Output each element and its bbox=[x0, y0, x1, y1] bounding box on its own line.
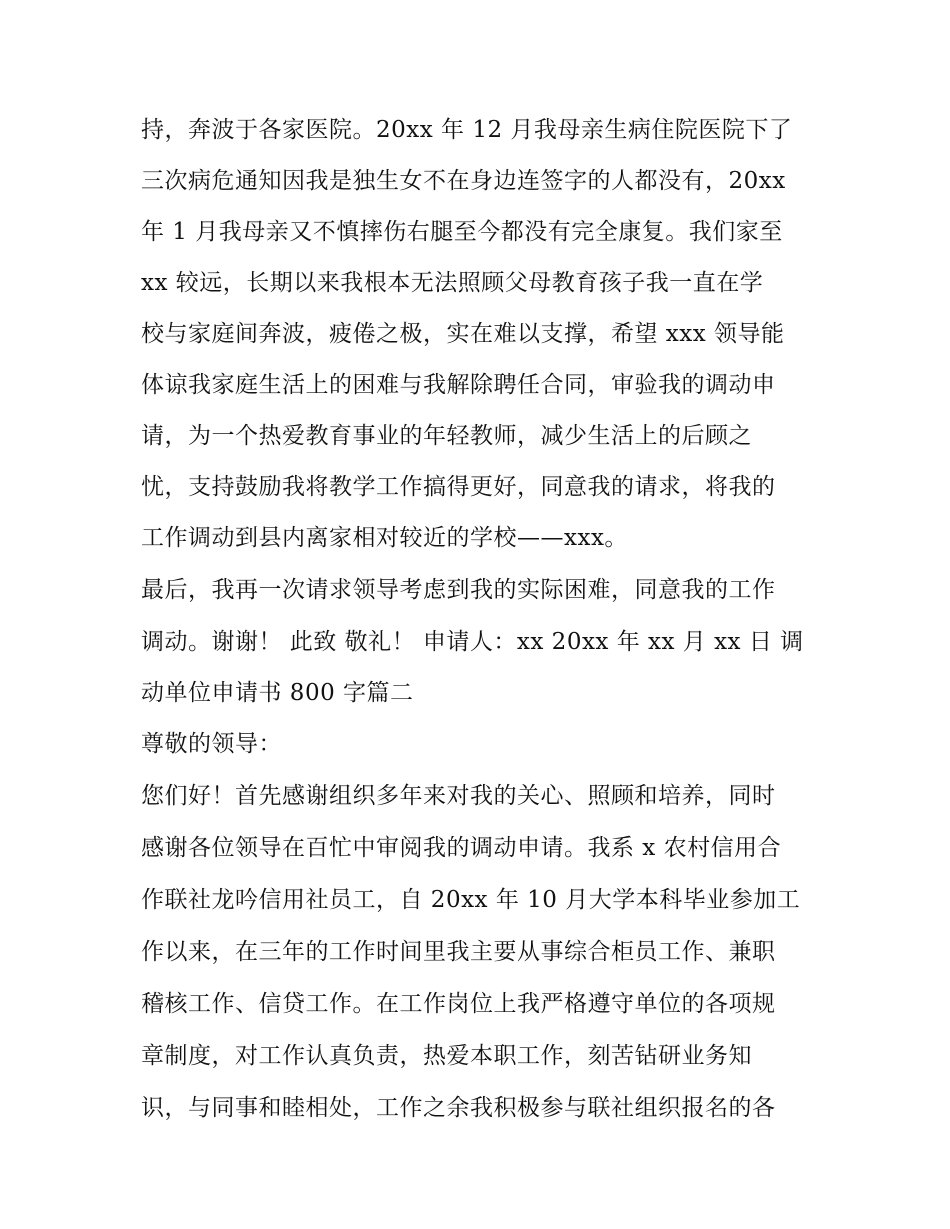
paragraph-start-line: 最后，我再一次请求领导考虑到我的实际困难，同意我的工作 bbox=[141, 577, 776, 603]
text-line: 请，为一个热爱教育事业的年轻教师，减少生活上的后顾之 bbox=[141, 423, 752, 449]
section-heading: 动单位申请书 800 字篇二 bbox=[141, 680, 414, 706]
text-line: 持，奔波于各家医院。20xx 年 12 月我母亲生病住院医院下了 bbox=[141, 117, 793, 143]
text-line: 调动。谢谢！ 此致 敬礼！ 申请人：xx 20xx 年 xx 月 xx 日 调 bbox=[141, 629, 804, 655]
text-line: 感谢各位领导在百忙中审阅我的调动申请。我系 x 农村信用合 bbox=[141, 835, 782, 861]
text-line: 作以来，在三年的工作时间里我主要从事综合柜员工作、兼职 bbox=[141, 939, 776, 965]
text-line: 稽核工作、信贷工作。在工作岗位上我严格遵守单位的各项规 bbox=[141, 991, 776, 1017]
text-line: 体谅我家庭生活上的困难与我解除聘任合同，审验我的调动申 bbox=[141, 372, 776, 398]
text-line: 忧，支持鼓励我将教学工作搞得更好，同意我的请求，将我的 bbox=[141, 474, 776, 500]
text-line: 识，与同事和睦相处，工作之余我积极参与联社组织报名的各 bbox=[141, 1095, 776, 1121]
text-line: 校与家庭间奔波，疲倦之极，实在难以支撑，希望 xxx 领导能 bbox=[141, 321, 785, 347]
text-line: 工作调动到县内离家相对较近的学校——xxx。 bbox=[141, 525, 628, 551]
text-line: 三次病危通知因我是独生女不在身边连签字的人都没有，20xx bbox=[141, 168, 786, 194]
text-line: 章制度，对工作认真负责，热爱本职工作，刻苦钻研业务知 bbox=[141, 1043, 752, 1069]
paragraph-start-line: 您们好！首先感谢组织多年来对我的关心、照顾和培养，同时 bbox=[141, 783, 776, 809]
text-line: xx 较远，长期以来我根本无法照顾父母教育孩子我一直在学 bbox=[141, 270, 764, 296]
text-line: 年 1 月我母亲又不慎摔伤右腿至今都没有完全康复。我们家至 bbox=[141, 219, 783, 245]
salutation: 尊敬的领导： bbox=[141, 731, 282, 757]
document-body bbox=[141, 105, 821, 1134]
text-line: 作联社龙吟信用社员工，自 20xx 年 10 月大学本科毕业参加工 bbox=[141, 887, 801, 913]
